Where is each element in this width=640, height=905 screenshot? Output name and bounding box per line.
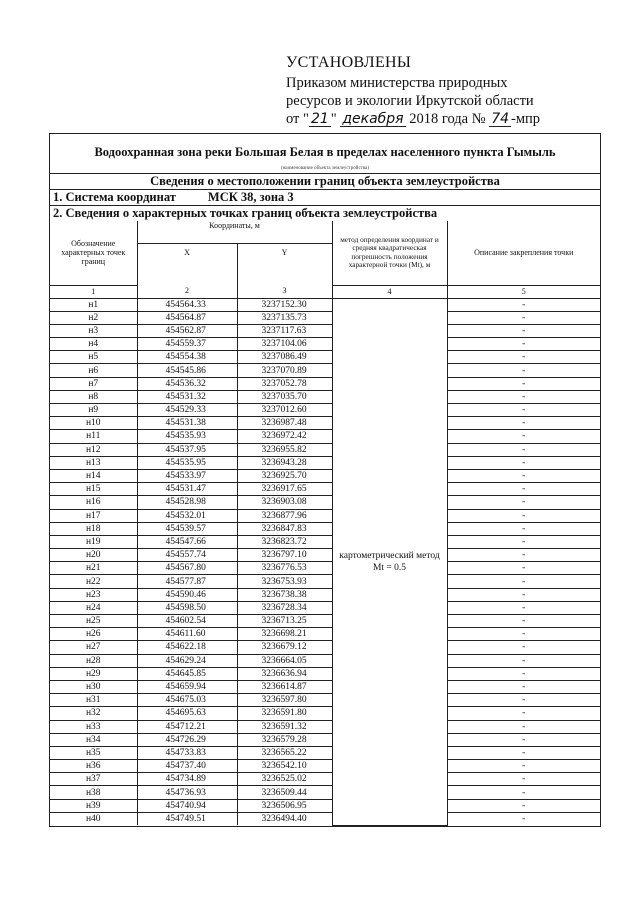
point-y: 3236565.22: [237, 746, 332, 759]
point-id: н6: [50, 364, 137, 377]
point-x: 454734.89: [137, 773, 237, 786]
point-y: 3236614.87: [237, 680, 332, 693]
point-id: н36: [50, 760, 137, 773]
point-x: 454598.50: [137, 601, 237, 614]
point-id: н5: [50, 351, 137, 364]
table-row: [50, 377, 600, 390]
table-row: [50, 522, 600, 535]
coord-system-value: МСК 38, зона 3: [207, 190, 294, 204]
table-row: [50, 535, 600, 548]
point-y: 3236728.34: [237, 601, 332, 614]
table-row: [50, 324, 600, 337]
point-id: н33: [50, 720, 137, 733]
point-id: н29: [50, 667, 137, 680]
point-id: н17: [50, 509, 137, 522]
point-description: -: [447, 338, 600, 351]
point-x: 454531.47: [137, 483, 237, 496]
table-row: [50, 628, 600, 641]
point-y: 3237070.89: [237, 364, 332, 377]
point-y: 3236753.93: [237, 575, 332, 588]
point-id: н11: [50, 430, 137, 443]
point-description: -: [447, 390, 600, 403]
table-row: [50, 694, 600, 707]
point-description: -: [447, 654, 600, 667]
point-description: -: [447, 509, 600, 522]
point-y: 3236713.25: [237, 615, 332, 628]
point-x: 454562.87: [137, 324, 237, 337]
point-y: 3236738.38: [237, 588, 332, 601]
point-x: 454535.95: [137, 456, 237, 469]
point-y: 3237052.78: [237, 377, 332, 390]
point-id: н14: [50, 469, 137, 482]
point-y: 3236877.96: [237, 509, 332, 522]
table-row: [50, 746, 600, 759]
point-description: -: [447, 522, 600, 535]
point-y: 3237086.49: [237, 351, 332, 364]
point-description: -: [447, 496, 600, 509]
table-row: [50, 786, 600, 799]
point-y: 3236542.10: [237, 760, 332, 773]
coord-system-label: 1. Система координат: [53, 190, 176, 204]
point-description: -: [447, 364, 600, 377]
table-row: [50, 707, 600, 720]
table-row: [50, 456, 600, 469]
point-description: -: [447, 588, 600, 601]
table-row: [50, 799, 600, 812]
point-y: 3236664.05: [237, 654, 332, 667]
point-x: 454536.32: [137, 377, 237, 390]
point-description: -: [447, 628, 600, 641]
col-number-5: 5: [447, 285, 600, 298]
point-description: -: [447, 773, 600, 786]
point-y: 3236987.48: [237, 417, 332, 430]
table-row: [50, 364, 600, 377]
point-id: н22: [50, 575, 137, 588]
col-number-4: 4: [332, 285, 447, 298]
table-row: [50, 720, 600, 733]
points-table: [50, 221, 600, 826]
header-method: метод определения координат и средняя квадратическая погрешность положения характерной точки (Mt), м: [332, 221, 447, 285]
point-x: 454539.57: [137, 522, 237, 535]
point-id: н20: [50, 549, 137, 562]
stamp-from-prefix: от ": [286, 111, 309, 127]
point-description: -: [447, 404, 600, 417]
point-description: -: [447, 707, 600, 720]
point-id: н35: [50, 746, 137, 759]
col-number-2: 2: [137, 285, 237, 298]
table-row: [50, 390, 600, 403]
point-id: н16: [50, 496, 137, 509]
point-x: 454554.38: [137, 351, 237, 364]
table-row: [50, 654, 600, 667]
column-numbers-row: [50, 285, 600, 298]
point-id: н37: [50, 773, 137, 786]
point-x: 454547.66: [137, 535, 237, 548]
point-id: н34: [50, 733, 137, 746]
point-description: -: [447, 562, 600, 575]
point-id: н2: [50, 311, 137, 324]
table-row: [50, 509, 600, 522]
point-x: 454726.29: [137, 733, 237, 746]
point-x: 454577.87: [137, 575, 237, 588]
stamp-day: 21: [310, 111, 329, 127]
point-description: -: [447, 680, 600, 693]
point-description: -: [447, 417, 600, 430]
point-description: -: [447, 601, 600, 614]
point-id: н15: [50, 483, 137, 496]
point-description: -: [447, 351, 600, 364]
table-row: [50, 417, 600, 430]
table-row: [50, 404, 600, 417]
point-y: 3236494.40: [237, 812, 332, 825]
point-y: 3236698.21: [237, 628, 332, 641]
point-id: н18: [50, 522, 137, 535]
point-id: н13: [50, 456, 137, 469]
point-id: н8: [50, 390, 137, 403]
table-row: [50, 588, 600, 601]
point-y: 3236776.53: [237, 562, 332, 575]
point-description: -: [447, 733, 600, 746]
point-x: 454537.95: [137, 443, 237, 456]
point-y: 3236636.94: [237, 667, 332, 680]
table-row: [50, 298, 600, 311]
point-y: 3236955.82: [237, 443, 332, 456]
document-title: Водоохранная зона реки Большая Белая в пределах населенного пункта Гымыль: [94, 145, 556, 159]
point-description: -: [447, 641, 600, 654]
stamp-number: 74: [491, 111, 510, 127]
point-x: 454557.74: [137, 549, 237, 562]
point-x: 454675.03: [137, 694, 237, 707]
section-title: Сведения о местоположении границ объекта землеустройства: [50, 174, 600, 190]
point-x: 454590.46: [137, 588, 237, 601]
point-x: 454535.93: [137, 430, 237, 443]
boundary-sheet: [49, 133, 601, 827]
point-x: 454622.18: [137, 641, 237, 654]
point-id: н26: [50, 628, 137, 641]
point-x: 454695.63: [137, 707, 237, 720]
col-number-3: 3: [237, 285, 332, 298]
table-row: [50, 760, 600, 773]
table-row: [50, 773, 600, 786]
point-id: н7: [50, 377, 137, 390]
point-description: -: [447, 667, 600, 680]
table-row: [50, 430, 600, 443]
point-description: -: [447, 324, 600, 337]
point-y: 3236925.70: [237, 469, 332, 482]
point-x: 454749.51: [137, 812, 237, 825]
table-row: [50, 311, 600, 324]
point-y: 3236597.80: [237, 694, 332, 707]
point-x: 454611.60: [137, 628, 237, 641]
point-x: 454529.33: [137, 404, 237, 417]
point-x: 454602.54: [137, 615, 237, 628]
table-row: [50, 496, 600, 509]
point-x: 454564.33: [137, 298, 237, 311]
point-id: н12: [50, 443, 137, 456]
header-x: X: [137, 243, 237, 285]
point-y: 3236591.32: [237, 720, 332, 733]
point-description: -: [447, 377, 600, 390]
point-description: -: [447, 786, 600, 799]
point-x: 454564.87: [137, 311, 237, 324]
table-row: [50, 562, 600, 575]
point-y: 3237104.06: [237, 338, 332, 351]
stamp-title: УСТАНОВЛЕНЫ: [286, 54, 412, 71]
point-id: н38: [50, 786, 137, 799]
point-x: 454531.38: [137, 417, 237, 430]
point-id: н27: [50, 641, 137, 654]
point-y: 3237135.73: [237, 311, 332, 324]
point-y: 3237012.60: [237, 404, 332, 417]
point-x: 454645.85: [137, 667, 237, 680]
point-y: 3236509.44: [237, 786, 332, 799]
point-id: н31: [50, 694, 137, 707]
point-description: -: [447, 535, 600, 548]
point-id: н30: [50, 680, 137, 693]
point-id: н25: [50, 615, 137, 628]
point-id: н40: [50, 812, 137, 825]
point-id: н23: [50, 588, 137, 601]
point-description: -: [447, 311, 600, 324]
point-description: -: [447, 799, 600, 812]
document-subtitle: (наименование объекта землеустройства): [50, 165, 600, 174]
table-row: [50, 483, 600, 496]
table-row: [50, 601, 600, 614]
point-id: н10: [50, 417, 137, 430]
point-y: 3237117.63: [237, 324, 332, 337]
header-y: Y: [237, 243, 332, 285]
header-point: Обозначение характерных точек границ: [50, 221, 137, 285]
stamp-number-suffix: -мпр: [511, 111, 541, 127]
point-x: 454559.37: [137, 338, 237, 351]
points-section-label: 2. Сведения о характерных точках границ объекта землеустройства: [53, 206, 438, 220]
point-y: 3236679.12: [237, 641, 332, 654]
table-row: [50, 667, 600, 680]
point-description: -: [447, 575, 600, 588]
point-description: -: [447, 812, 600, 825]
table-row: [50, 680, 600, 693]
table-row: [50, 812, 600, 825]
point-description: -: [447, 760, 600, 773]
point-x: 454737.40: [137, 760, 237, 773]
point-x: 454740.94: [137, 799, 237, 812]
point-id: н4: [50, 338, 137, 351]
point-y: 3236506.95: [237, 799, 332, 812]
point-y: 3236579.28: [237, 733, 332, 746]
method-cell: картометрический метод Mt = 0.5: [332, 298, 447, 825]
point-x: 454659.94: [137, 680, 237, 693]
point-description: -: [447, 469, 600, 482]
point-id: н19: [50, 535, 137, 548]
stamp-month: декабря: [342, 111, 404, 127]
point-description: -: [447, 456, 600, 469]
table-row: [50, 469, 600, 482]
point-description: -: [447, 615, 600, 628]
point-id: н3: [50, 324, 137, 337]
point-id: н28: [50, 654, 137, 667]
point-x: 454629.24: [137, 654, 237, 667]
point-description: -: [447, 694, 600, 707]
table-row: [50, 641, 600, 654]
point-id: н39: [50, 799, 137, 812]
point-x: 454733.83: [137, 746, 237, 759]
point-y: 3236972.42: [237, 430, 332, 443]
header-coords: Координаты, м: [137, 221, 332, 243]
point-x: 454533.97: [137, 469, 237, 482]
point-id: н9: [50, 404, 137, 417]
point-y: 3236823.72: [237, 535, 332, 548]
point-y: 3236797.10: [237, 549, 332, 562]
point-y: 3236903.08: [237, 496, 332, 509]
point-id: н1: [50, 298, 137, 311]
point-description: -: [447, 430, 600, 443]
point-id: н24: [50, 601, 137, 614]
table-row: [50, 443, 600, 456]
point-y: 3236847.83: [237, 522, 332, 535]
stamp-date-line: [286, 110, 616, 128]
approval-stamp: [286, 54, 616, 128]
point-description: -: [447, 746, 600, 759]
point-x: 454532.01: [137, 509, 237, 522]
point-description: -: [447, 443, 600, 456]
point-x: 454736.93: [137, 786, 237, 799]
coord-system-row: [50, 190, 600, 206]
point-x: 454545.86: [137, 364, 237, 377]
point-x: 454567.80: [137, 562, 237, 575]
stamp-order-line1: Приказом министерства природных: [286, 75, 508, 91]
table-row: [50, 351, 600, 364]
point-x: 454712.21: [137, 720, 237, 733]
col-number-1: 1: [50, 285, 137, 298]
point-description: -: [447, 298, 600, 311]
stamp-quote-close: ": [330, 111, 337, 127]
stamp-order-line2: ресурсов и экологии Иркутской области: [286, 93, 534, 109]
point-y: 3237152.30: [237, 298, 332, 311]
point-description: -: [447, 720, 600, 733]
point-y: 3236917.65: [237, 483, 332, 496]
point-description: -: [447, 549, 600, 562]
point-x: 454531.32: [137, 390, 237, 403]
stamp-year: 2018 года №: [409, 111, 486, 127]
header-desc: Описание закрепления точки: [447, 221, 600, 285]
point-x: 454528.98: [137, 496, 237, 509]
point-id: н21: [50, 562, 137, 575]
table-row: [50, 733, 600, 746]
point-y: 3237035.70: [237, 390, 332, 403]
point-y: 3236525.02: [237, 773, 332, 786]
table-row: [50, 575, 600, 588]
table-row: [50, 615, 600, 628]
point-y: 3236591.80: [237, 707, 332, 720]
point-id: н32: [50, 707, 137, 720]
table-row: [50, 549, 600, 562]
table-row: [50, 338, 600, 351]
point-description: -: [447, 483, 600, 496]
point-y: 3236943.28: [237, 456, 332, 469]
